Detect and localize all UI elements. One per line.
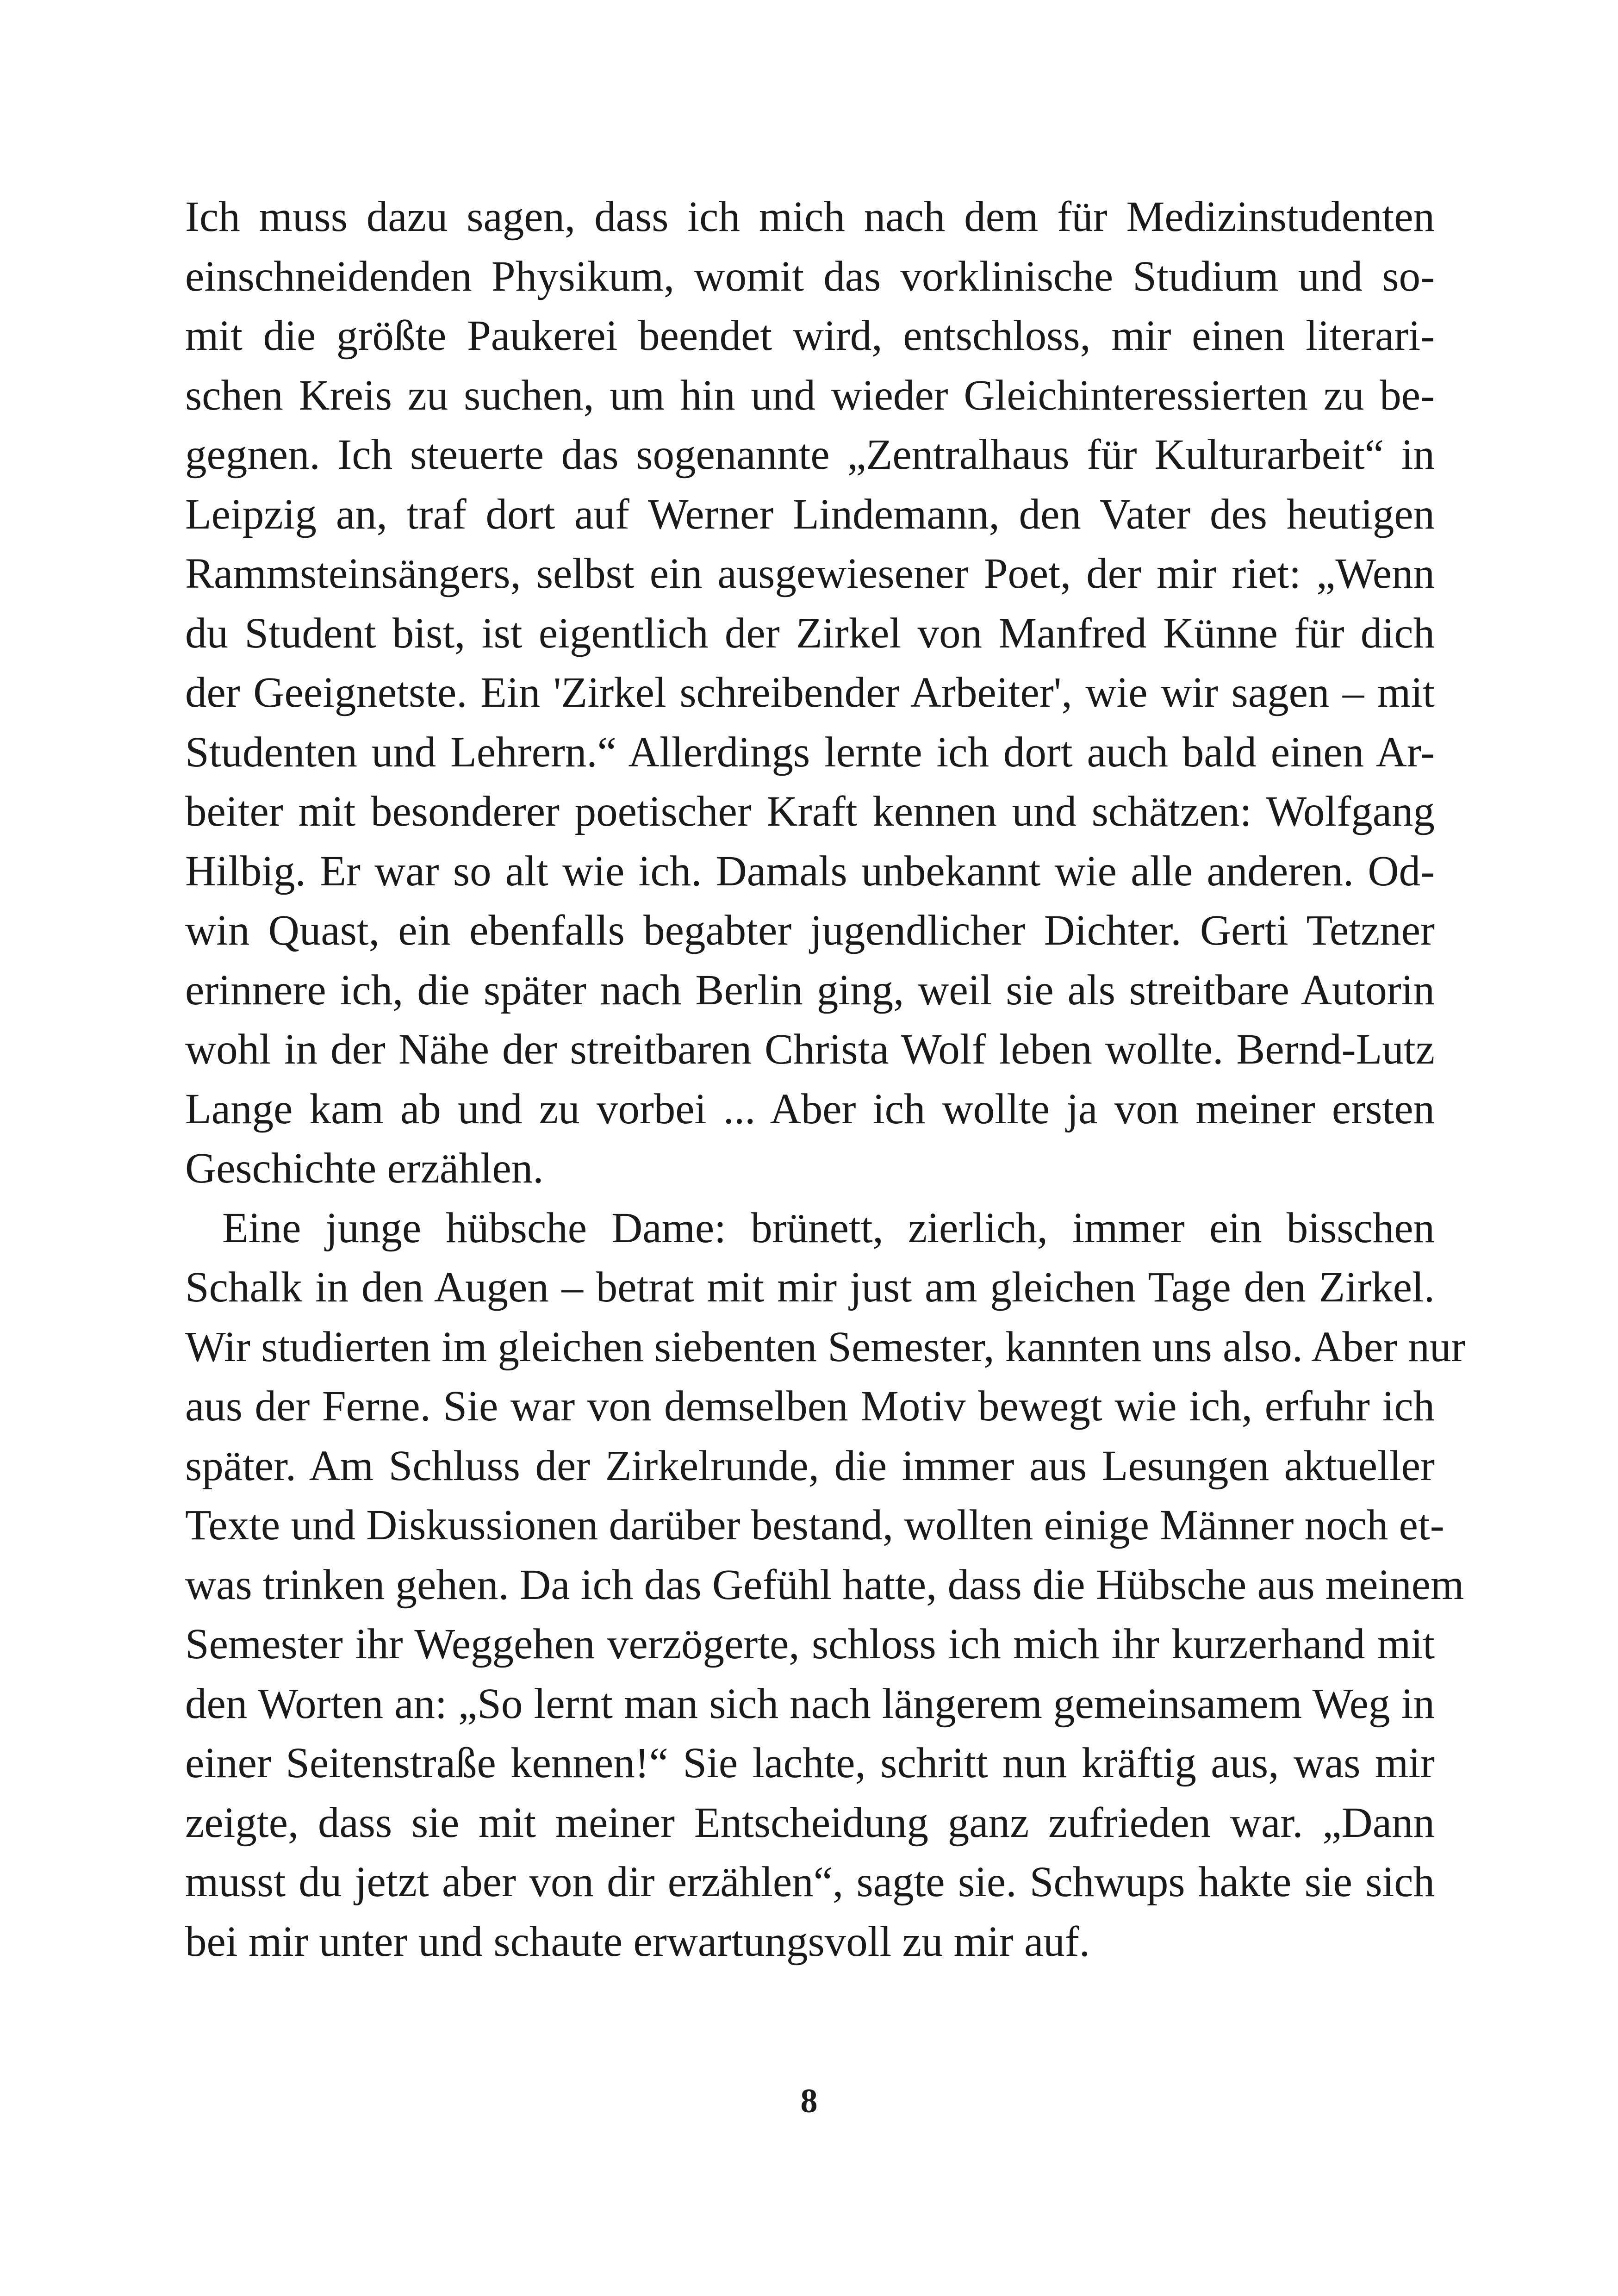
text-line: win Quast, ein ebenfalls begabter jugendlicher Dichter. Gerti Tetzner (185, 907, 1435, 954)
text-line: einschneidenden Physikum, womit das vorklinische Studium und so- (185, 252, 1435, 300)
text-line: erinnere ich, die später nach Berlin ging, weil sie als streitbare Autorin (185, 966, 1435, 1014)
text-line: Wir studierten im gleichen siebenten Semester, kannten uns also. Aber nur (185, 1323, 1466, 1371)
text-line: du Student bist, ist eigentlich der Zirkel von Manfred Künne für dich (185, 609, 1435, 657)
text-line: mit die größte Paukerei beendet wird, entschloss, mir einen literari- (185, 312, 1435, 360)
text-line: Texte und Diskussionen darüber bestand, wollten einige Männer noch et- (185, 1501, 1444, 1549)
text-line: wohl in der Nähe der streitbaren Christa Wolf leben wollte. Bernd-Lutz (185, 1026, 1435, 1073)
text-line: Hilbig. Er war so alt wie ich. Damals unbekannt wie alle anderen. Od- (185, 847, 1435, 895)
page-body (185, 187, 1466, 1972)
text-line: bei mir unter und schaute erwartungsvoll zu mir auf. (185, 1917, 1090, 1966)
paragraph-1 (185, 187, 1435, 1199)
paragraph-2 (185, 1199, 1466, 1972)
text-line: gegnen. Ich steuerte das sogenannte „Zentralhaus für Kulturarbeit“ in (185, 431, 1435, 479)
text-line: schen Kreis zu suchen, um hin und wieder Gleichinteressierten zu be- (185, 371, 1435, 419)
text-line: Eine junge hübsche Dame: brünett, zierlich, immer ein bisschen (222, 1204, 1435, 1252)
text-line: einer Seitenstraße kennen!“ Sie lachte, schritt nun kräftig aus, was mir (185, 1739, 1435, 1787)
text-line: Geschichte erzählen. (185, 1145, 544, 1192)
page-number: 8 (800, 2082, 818, 2120)
text-line: später. Am Schluss der Zirkelrunde, die immer aus Lesungen aktueller (185, 1442, 1435, 1490)
text-line: Ich muss dazu sagen, dass ich mich nach dem für Medizinstudenten (185, 193, 1435, 241)
text-line: Leipzig an, traf dort auf Werner Lindemann, den Vater des heutigen (185, 490, 1435, 538)
text-line: Rammsteinsängers, selbst ein ausgewiesener Poet, der mir riet: „Wenn (185, 550, 1435, 597)
text-line: der Geeignetste. Ein 'Zirkel schreibender Arbeiter', wie wir sagen – mit (185, 669, 1435, 716)
text-line: den Worten an: „So lernt man sich nach längerem gemeinsamem Weg in (185, 1680, 1435, 1728)
text-line: Schalk in den Augen – betrat mit mir just am gleichen Tage den Zirkel. (185, 1263, 1435, 1311)
text-line: aus der Ferne. Sie war von demselben Motiv bewegt wie ich, erfuhr ich (185, 1382, 1435, 1430)
text-line: Lange kam ab und zu vorbei ... Aber ich wollte ja von meiner ersten (185, 1085, 1435, 1133)
text-line: was trinken gehen. Da ich das Gefühl hatte, dass die Hübsche aus meinem (185, 1561, 1464, 1609)
text-line: beiter mit besonderer poetischer Kraft kennen und schätzen: Wolfgang (185, 788, 1435, 835)
text-line: musst du jetzt aber von dir erzählen“, sagte sie. Schwups hakte sie sich (185, 1858, 1435, 1906)
text-line: Semester ihr Weggehen verzögerte, schloss ich mich ihr kurzerhand mit (185, 1620, 1435, 1668)
text-line: zeigte, dass sie mit meiner Entscheidung ganz zufrieden war. „Dann (185, 1798, 1435, 1847)
text-line: Studenten und Lehrern.“ Allerdings lernte ich dort auch bald einen Ar- (185, 728, 1435, 776)
